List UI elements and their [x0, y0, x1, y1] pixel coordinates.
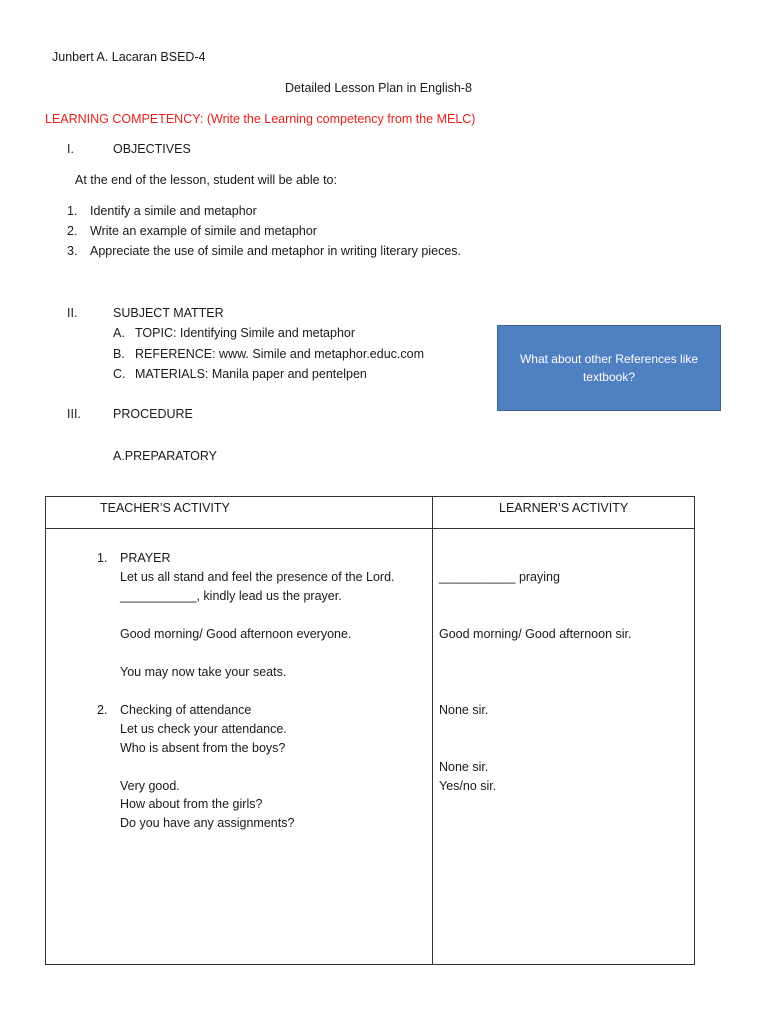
objective-number: 2. — [67, 224, 78, 238]
objective-item: Write an example of simile and metaphor — [90, 224, 317, 238]
table-column-divider — [432, 497, 433, 964]
teacher-line: Who is absent from the boys? — [120, 741, 286, 755]
comment-text: What about other References like textbook? — [519, 352, 699, 384]
objective-item: Identify a simile and metaphor — [90, 204, 257, 218]
activity-table — [45, 496, 695, 965]
subject-matter-letter: A. — [113, 326, 125, 340]
prayer-number: 1. — [97, 551, 108, 565]
objective-number: 3. — [67, 244, 78, 258]
comment-callout[interactable] — [497, 325, 721, 411]
teacher-activity-header: TEACHER’S ACTIVITY — [100, 501, 230, 515]
teacher-line: You may now take your seats. — [120, 665, 287, 679]
learner-line: None sir. — [439, 703, 489, 717]
objective-item: Appreciate the use of simile and metaphor in writing literary pieces. — [90, 244, 462, 258]
teacher-line: Very good. — [120, 779, 180, 793]
objectives-numeral: I. — [67, 142, 74, 156]
attendance-title: Checking of attendance — [120, 703, 252, 717]
learner-line: ___________ praying — [439, 570, 560, 584]
preparatory-heading: A.PREPARATORY — [113, 449, 217, 463]
teacher-line: Let us check your attendance. — [120, 722, 287, 736]
document-title: Detailed Lesson Plan in English-8 — [285, 81, 472, 95]
learner-activity-header: LEARNER’S ACTIVITY — [499, 501, 629, 515]
teacher-line: How about from the girls? — [120, 797, 263, 811]
learner-line: None sir. — [439, 760, 489, 774]
subject-matter-letter: C. — [113, 367, 126, 381]
subject-matter-numeral: II. — [67, 306, 78, 320]
learner-line: Good morning/ Good afternoon sir. — [439, 627, 632, 641]
subject-matter-heading: SUBJECT MATTER — [113, 306, 224, 320]
subject-matter-letter: B. — [113, 347, 125, 361]
teacher-line: ___________, kindly lead us the prayer. — [120, 589, 342, 603]
table-header-divider — [46, 528, 694, 529]
subject-matter-topic: TOPIC: Identifying Simile and metaphor — [135, 326, 356, 340]
objectives-heading: OBJECTIVES — [113, 142, 191, 156]
subject-matter-reference: REFERENCE: www. Simile and metaphor.educ.com — [135, 347, 424, 361]
objective-number: 1. — [67, 204, 78, 218]
teacher-line: Let us all stand and feel the presence of the Lord. — [120, 570, 395, 584]
objectives-intro: At the end of the lesson, student will be able to: — [75, 173, 337, 187]
teacher-line: Good morning/ Good afternoon everyone. — [120, 627, 352, 641]
procedure-numeral: III. — [67, 407, 81, 421]
prayer-title: PRAYER — [120, 551, 171, 565]
subject-matter-materials: MATERIALS: Manila paper and pentelpen — [135, 367, 367, 381]
learner-line: Yes/no sir. — [439, 779, 497, 793]
attendance-number: 2. — [97, 703, 108, 717]
teacher-line: Do you have any assignments? — [120, 816, 295, 830]
procedure-heading: PROCEDURE — [113, 407, 193, 421]
learning-competency: LEARNING COMPETENCY: (Write the Learning competency from the MELC) — [45, 112, 476, 126]
author-line: Junbert A. Lacaran BSED-4 — [52, 50, 206, 64]
